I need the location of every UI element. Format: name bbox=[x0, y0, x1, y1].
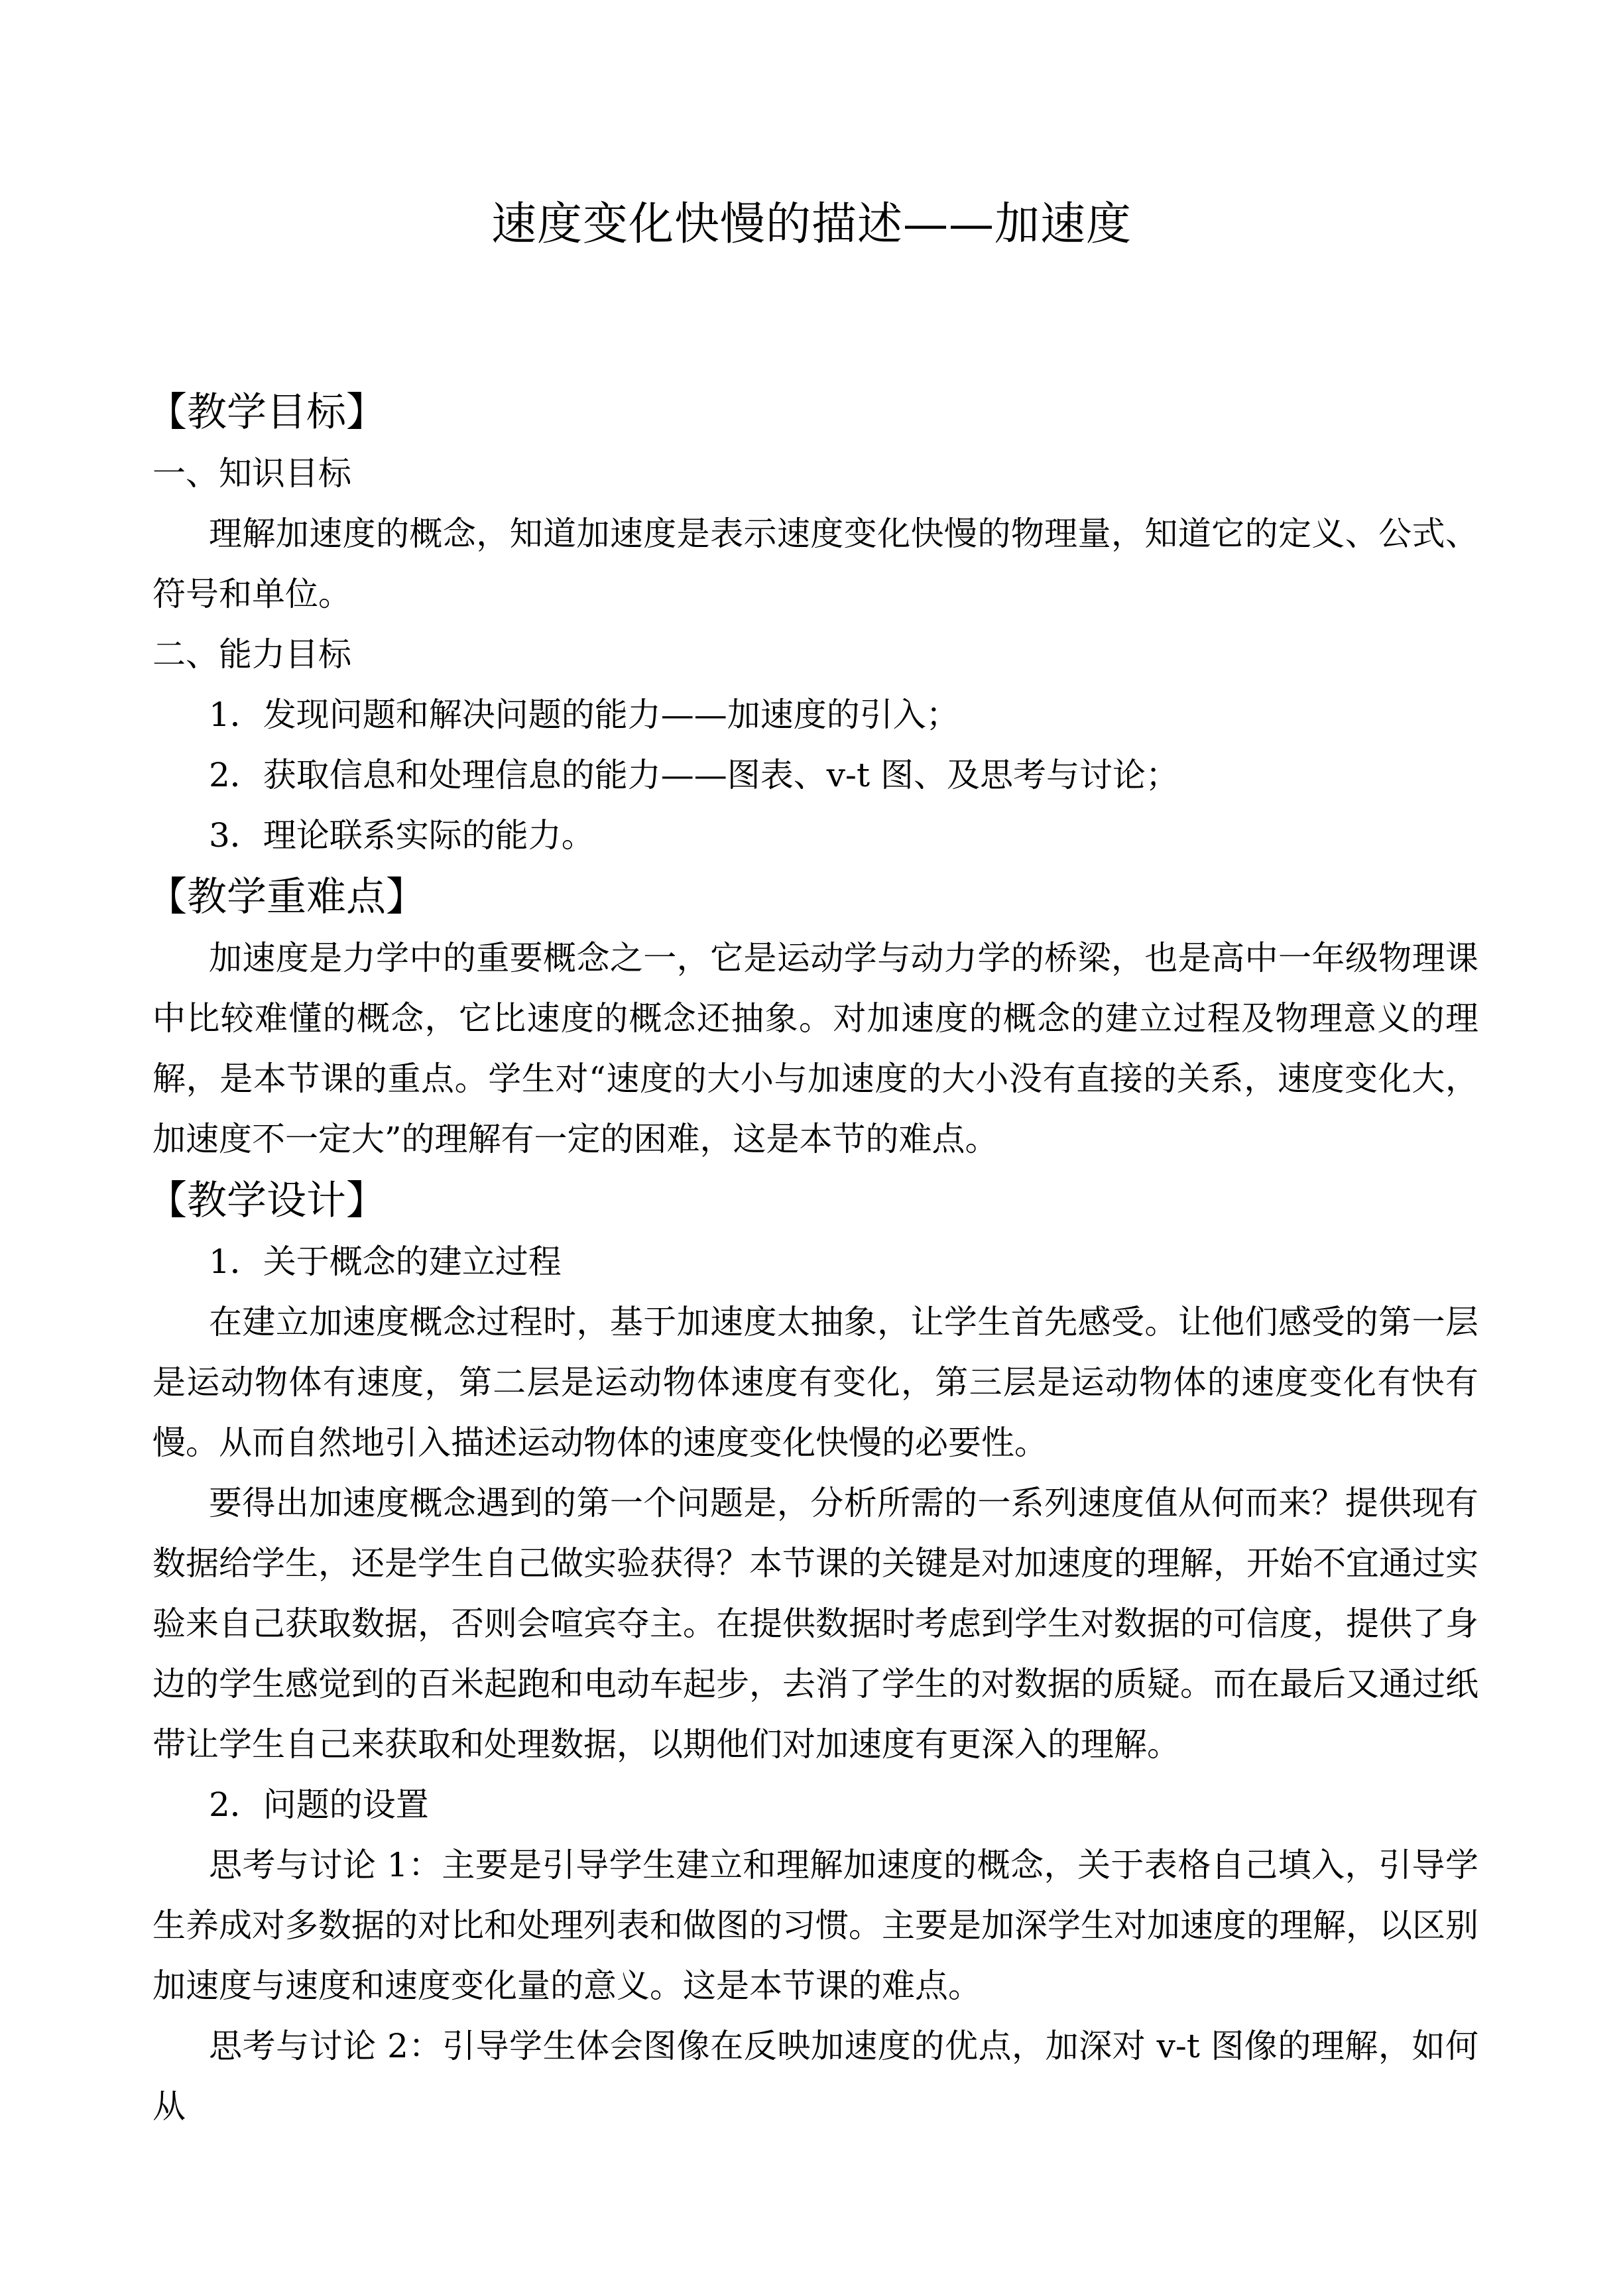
ability-item: 3．理论联系实际的能力。 bbox=[209, 816, 595, 855]
teaching-goals-heading: 【教学目标】 bbox=[147, 389, 386, 436]
key-difficult-points-text: 加速度是力学中的重要概念之一，它是运动学与动力学的桥梁，也是高中一年级物理课中比较难懂的概念，它比速度的概念还抽象。对加速度的概念的建立过程及物理意义的理解，是本节课的重点。学生对“速度的大小与加速度的大小没有直接的关系，速度变化大，加速度不一定大”的理解有一定的困难，这是本节的难点。 bbox=[152, 939, 1478, 1158]
design-paragraph: 思考与讨论 2：引导学生体会图像在反映加速度的优点，加深对 v-t 图像的理解，如何从 bbox=[152, 2027, 1478, 2126]
teaching-design-heading: 【教学设计】 bbox=[147, 1178, 386, 1224]
knowledge-goals-heading: 一、知识目标 bbox=[152, 454, 351, 493]
document-title: 速度变化快慢的描述——加速度 bbox=[491, 198, 1132, 251]
design-paragraph: 要得出加速度概念遇到的第一个问题是，分析所需的一系列速度值从何而来？提供现有数据给学生，还是学生自己做实验获得？本节课的关键是对加速度的理解，开始不宜通过实验来自己获取数据，否则会喧宾夺主。在提供数据时考虑到学生对数据的可信度，提供了身边的学生感觉到的百米起跑和电动车起步，去消了学生的对数据的质疑。而在最后又通过纸带让学生自己来获取和处理数据，以期他们对加速度有更深入的理解。 bbox=[152, 1484, 1478, 1764]
design-paragraph: 在建立加速度概念过程时，基于加速度太抽象，让学生首先感受。让他们感受的第一层是运动物体有速度，第二层是运动物体速度有变化，第三层是运动物体的速度变化有快有慢。从而自然地引入描述运动物体的速度变化快慢的必要性。 bbox=[152, 1303, 1478, 1462]
design-paragraph: 思考与讨论 1：主要是引导学生建立和理解加速度的概念，关于表格自己填入，引导学生养成对多数据的对比和处理列表和做图的习惯。主要是加深学生对加速度的理解，以区别加速度与速度和速度变化量的意义。这是本节课的难点。 bbox=[152, 1846, 1478, 2005]
design-item-concept: 1．关于概念的建立过程 bbox=[209, 1242, 562, 1281]
knowledge-goals-text: 理解加速度的概念，知道加速度是表示速度变化快慢的物理量，知道它的定义、公式、符号和单位。 bbox=[152, 514, 1478, 613]
ability-goals-heading: 二、能力目标 bbox=[152, 635, 351, 674]
document-body bbox=[147, 381, 1478, 2137]
ability-item: 1．发现问题和解决问题的能力——加速度的引入； bbox=[209, 695, 959, 734]
key-difficult-points-heading: 【教学重难点】 bbox=[147, 874, 426, 920]
design-item-questions: 2．问题的设置 bbox=[209, 1785, 429, 1824]
ability-item: 2．获取信息和处理信息的能力——图表、v-t 图、及思考与讨论； bbox=[209, 756, 1179, 794]
